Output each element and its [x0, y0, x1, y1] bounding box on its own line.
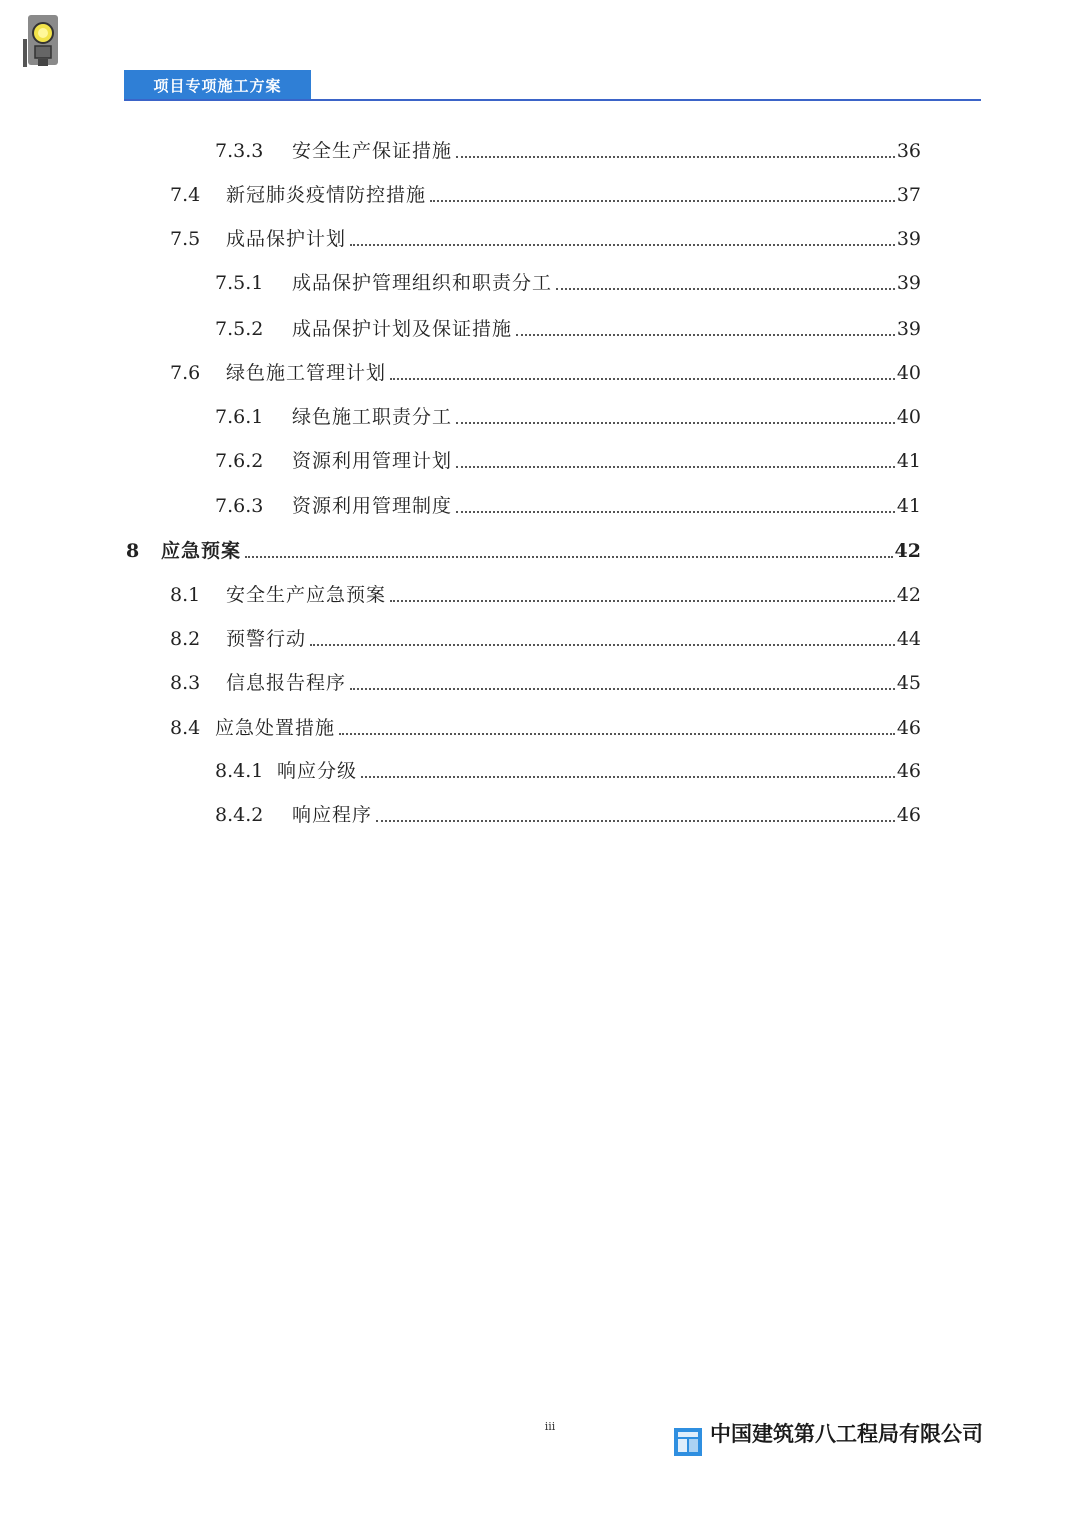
- toc-leader: [361, 776, 895, 778]
- toc-number: 8.2: [170, 628, 201, 650]
- toc-leader: [350, 244, 895, 246]
- toc-title: 信息报告程序: [226, 672, 347, 694]
- toc-page: 36: [896, 140, 921, 162]
- toc-page: 40: [896, 362, 921, 384]
- toc-page: 39: [896, 318, 921, 340]
- toc-leader: [456, 422, 895, 424]
- toc-entry[interactable]: [215, 270, 921, 296]
- toc-page: 42: [894, 540, 921, 562]
- toc-leader: [310, 644, 895, 646]
- toc-entry[interactable]: [170, 360, 921, 386]
- toc-page: 41: [896, 450, 921, 472]
- toc-leader: [390, 600, 895, 602]
- toc-number: 7.5: [170, 228, 201, 250]
- toc-entry[interactable]: [170, 626, 921, 652]
- toc-leader: [456, 156, 895, 158]
- toc-title: 资源利用管理计划: [292, 450, 453, 472]
- toc-number: 7.6: [170, 362, 201, 384]
- toc-leader: [245, 556, 893, 558]
- toc-entry[interactable]: [170, 670, 921, 696]
- toc-number: 8.4: [170, 717, 201, 739]
- toc-number: 7.3.3: [215, 140, 264, 162]
- toc-number: 7.5.2: [215, 318, 264, 340]
- toc-leader: [516, 334, 895, 336]
- toc-leader: [456, 466, 895, 468]
- toc-entry[interactable]: [215, 493, 921, 519]
- company-name: 中国建筑第八工程局有限公司: [710, 1421, 983, 1446]
- toc-page: 37: [896, 184, 921, 206]
- toc-title: 成品保护管理组织和职责分工: [292, 272, 553, 294]
- toc-entry[interactable]: [215, 448, 921, 474]
- toc-page: 46: [896, 804, 921, 826]
- toc-leader: [390, 378, 895, 380]
- toc-title: 成品保护计划: [226, 228, 347, 250]
- toc-number: 8.3: [170, 672, 201, 694]
- toc-entry[interactable]: [170, 715, 921, 741]
- toc-title: 应急处置措施: [215, 717, 336, 739]
- page-number: iii: [544, 1420, 556, 1433]
- toc-title: 响应分级: [277, 760, 358, 782]
- toc-number: 7.6.1: [215, 406, 264, 428]
- toc-title: 资源利用管理制度: [292, 495, 453, 517]
- toc-number: 8: [126, 540, 140, 562]
- toc-leader: [339, 733, 895, 735]
- toc-title: 安全生产应急预案: [226, 584, 387, 606]
- toc-title: 预警行动: [226, 628, 307, 650]
- toc-entry[interactable]: [215, 404, 921, 430]
- toc-leader: [376, 820, 895, 822]
- toc-number: 7.6.2: [215, 450, 264, 472]
- toc-title: 新冠肺炎疫情防控措施: [226, 184, 427, 206]
- toc-page: 39: [896, 228, 921, 250]
- toc-page: 40: [896, 406, 921, 428]
- toc-number: 7.4: [170, 184, 201, 206]
- toc-title: 绿色施工管理计划: [226, 362, 387, 384]
- toc-entry[interactable]: [170, 182, 921, 208]
- toc-leader: [456, 511, 895, 513]
- header-title-tab: 项目专项施工方案: [124, 70, 311, 100]
- toc-page: 45: [896, 672, 921, 694]
- toc-page: 46: [896, 717, 921, 739]
- header-divider: [124, 99, 981, 101]
- toc-entry[interactable]: [215, 316, 921, 342]
- toc-entry-chapter[interactable]: [126, 538, 921, 564]
- toc-title: 响应程序: [292, 804, 373, 826]
- toc-entry[interactable]: [215, 802, 921, 828]
- toc-leader: [556, 288, 895, 290]
- toc-page: 41: [896, 495, 921, 517]
- toc-number: 8.4.1: [215, 760, 264, 782]
- toc-title: 成品保护计划及保证措施: [292, 318, 513, 340]
- toc-title: 应急预案: [161, 540, 242, 562]
- toc-title: 安全生产保证措施: [292, 140, 453, 162]
- toc-number: 7.5.1: [215, 272, 264, 294]
- toc-entry[interactable]: [215, 138, 921, 164]
- toc-leader: [430, 200, 895, 202]
- toc-number: 7.6.3: [215, 495, 264, 517]
- toc-page: 44: [896, 628, 921, 650]
- toc-page: 42: [896, 584, 921, 606]
- company-logo-icon: [674, 1428, 702, 1456]
- company-emblem-icon: [22, 13, 64, 69]
- toc-entry[interactable]: [170, 582, 921, 608]
- toc-entry[interactable]: [170, 226, 921, 252]
- toc-page: 46: [896, 760, 921, 782]
- toc-page: 39: [896, 272, 921, 294]
- toc-number: 8.4.2: [215, 804, 264, 826]
- toc-entry[interactable]: [215, 758, 921, 784]
- toc-number: 8.1: [170, 584, 201, 606]
- toc-leader: [350, 688, 895, 690]
- toc-title: 绿色施工职责分工: [292, 406, 453, 428]
